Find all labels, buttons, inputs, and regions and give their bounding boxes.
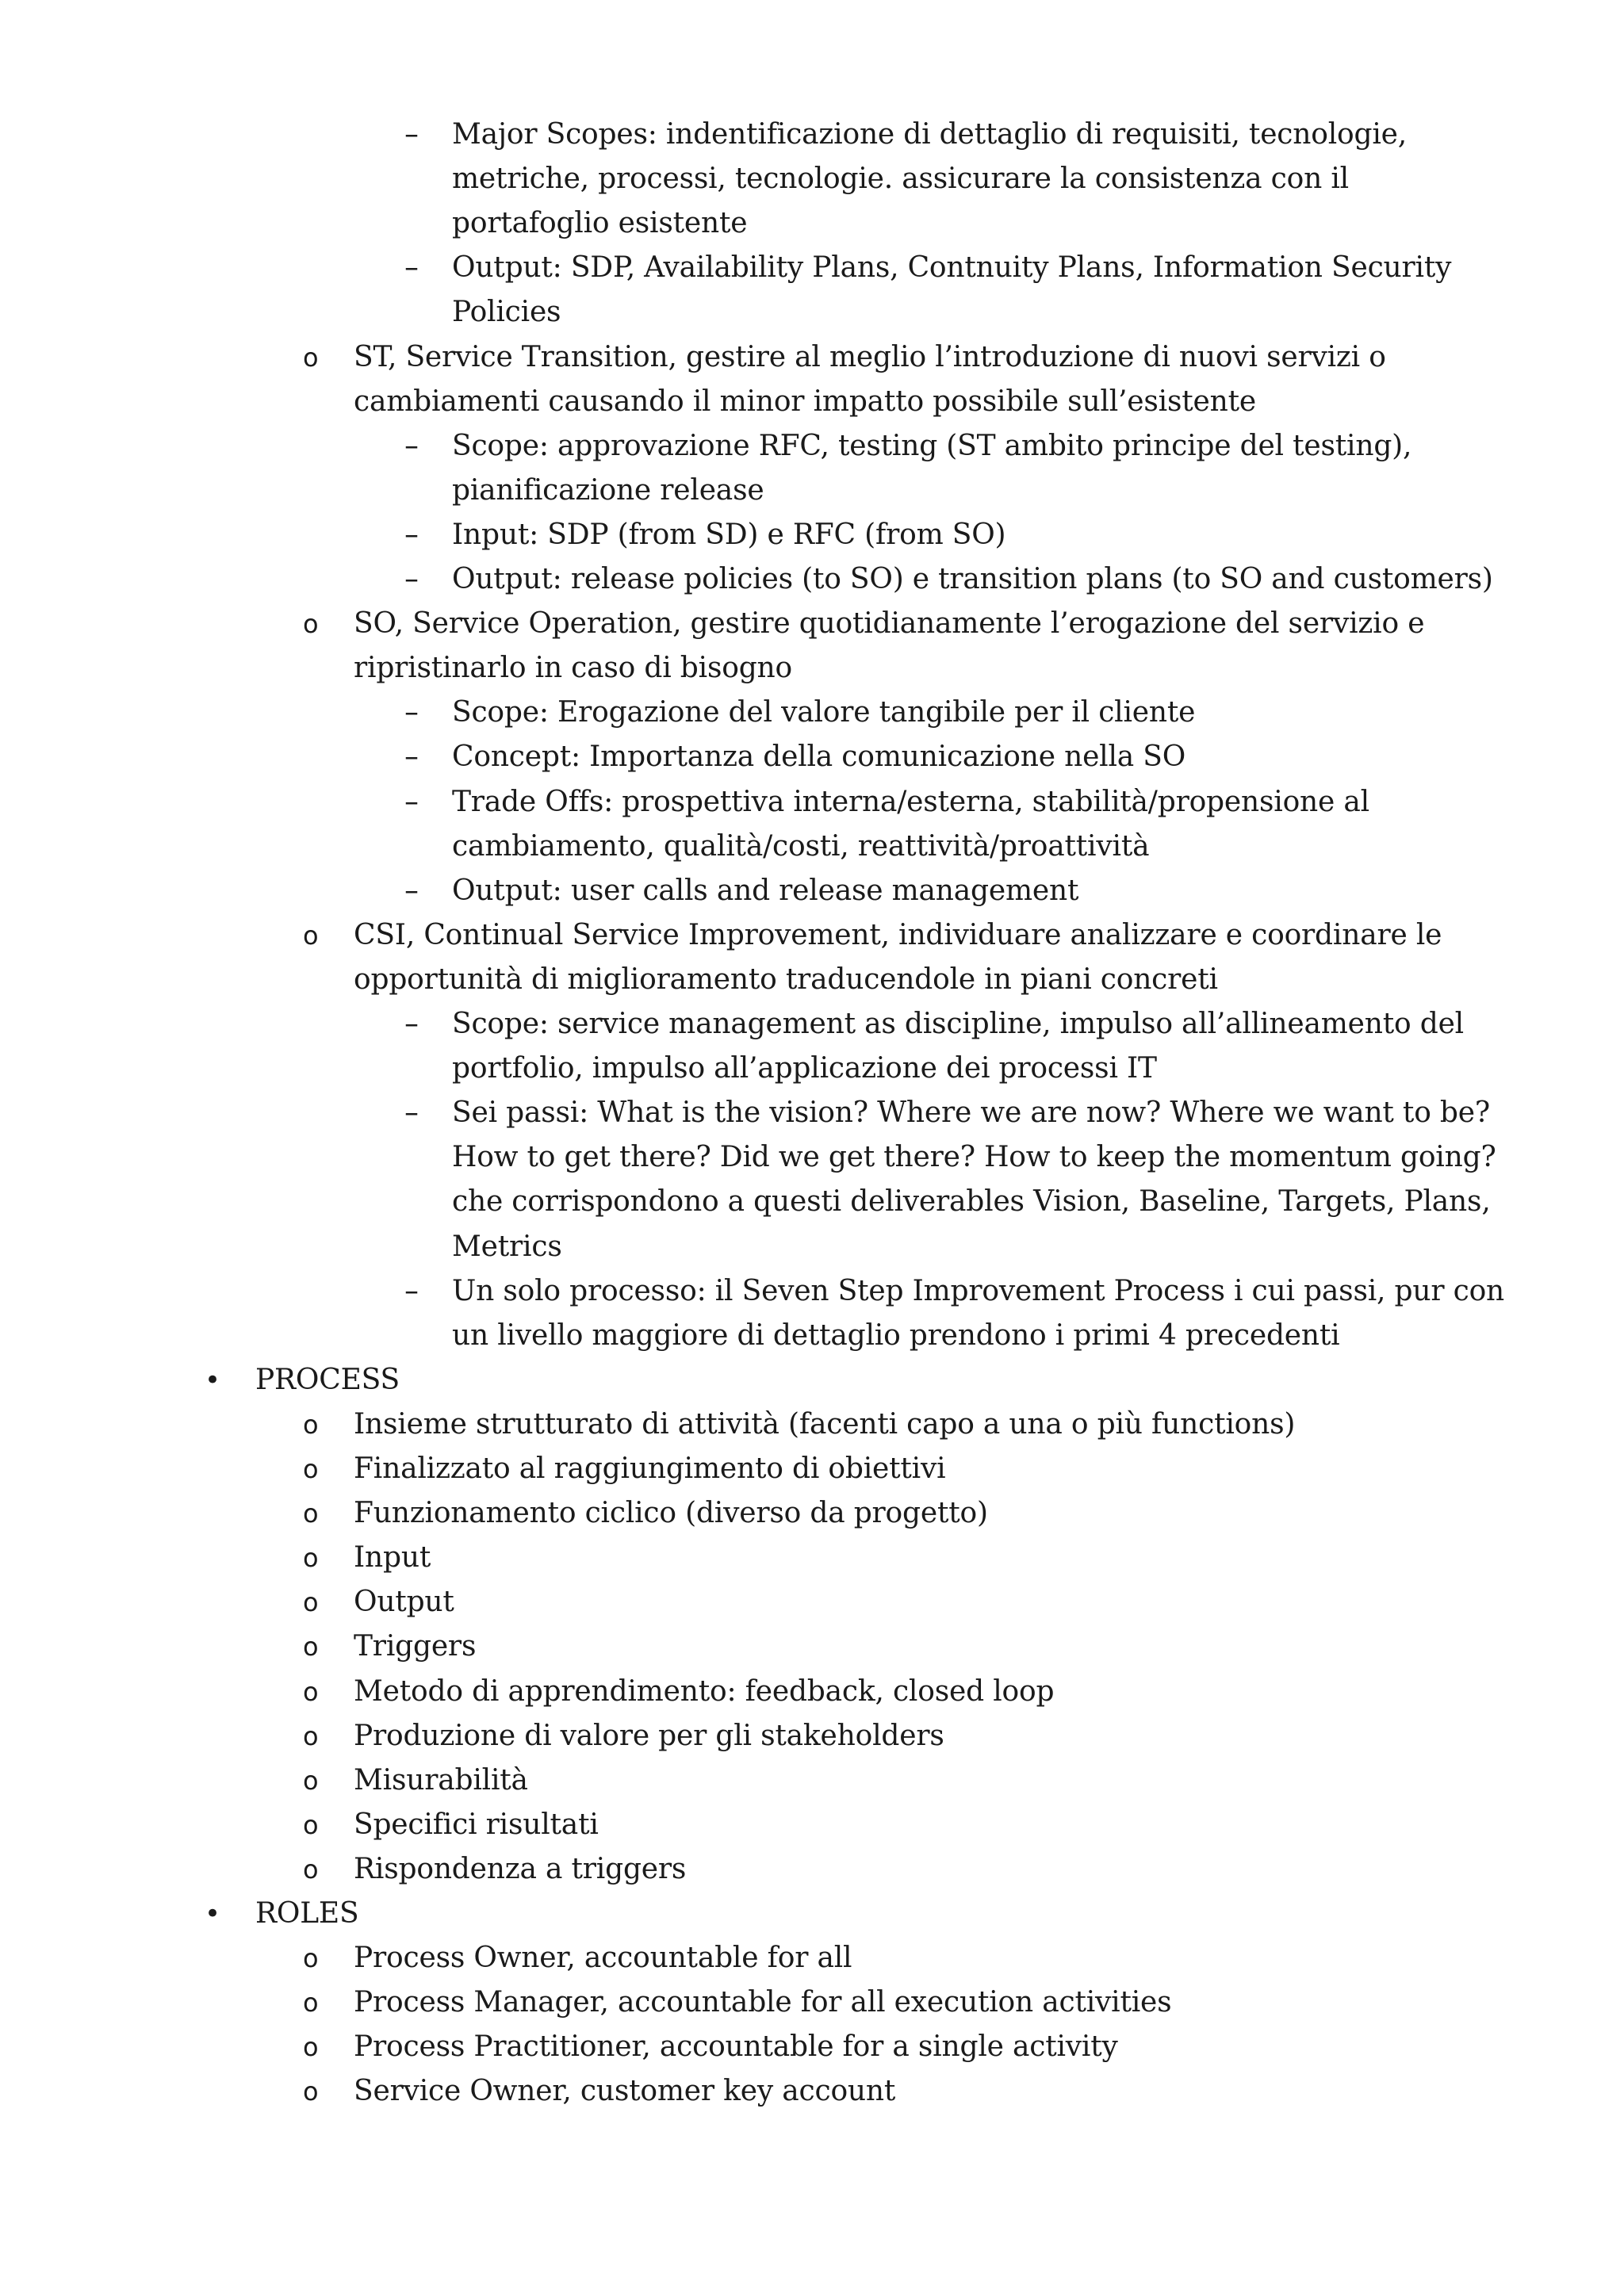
list-item-text: Process Manager, accountable for all execution activities (354, 1986, 1172, 2019)
list-item-continuation: opportunità di miglioramento traducendole in piani concreti (354, 963, 1218, 996)
sub-bullet-marker: o (303, 609, 319, 639)
sub-bullet-marker: o (303, 2076, 319, 2107)
sub-bullet-marker: o (303, 1766, 319, 1796)
list-item-continuation: un livello maggiore di dettaglio prendono i primi 4 precedenti (452, 1319, 1340, 1352)
sub-bullet-marker: o (303, 1454, 319, 1484)
list-item-text: Scope: approvazione RFC, testing (ST ambito principe del testing), (452, 430, 1412, 462)
list-item-text: Insieme strutturato di attività (facenti capo a una o più functions) (354, 1408, 1296, 1441)
list-item-text: Output: SDP, Availability Plans, Contnuity Plans, Information Security (452, 251, 1452, 284)
list-item-text: Specifici risultati (354, 1808, 599, 1841)
dash-marker: – (404, 430, 419, 462)
list-item-continuation: cambiamenti causando il minor impatto possibile sull’esistente (354, 385, 1257, 418)
list-item-text: Output (354, 1586, 454, 1618)
sub-bullet-marker: o (303, 1721, 319, 1751)
sub-bullet-marker: o (303, 1943, 319, 1973)
list-item-text: Metodo di apprendimento: feedback, closed loop (354, 1675, 1055, 1708)
list-item-text: Output: release policies (to SO) e transition plans (to SO and customers) (452, 563, 1493, 595)
list-item-text: Process Owner, accountable for all (354, 1942, 852, 1974)
list-item-continuation: cambiamento, qualità/costi, reattività/proattività (452, 830, 1150, 863)
list-item-text: Service Owner, customer key account (354, 2075, 896, 2107)
sub-bullet-marker: o (303, 1988, 319, 2018)
sub-bullet-marker: o (303, 342, 319, 373)
dash-marker: – (404, 740, 419, 773)
dash-marker: – (404, 1096, 419, 1129)
bullet-marker: • (205, 1364, 221, 1396)
sub-bullet-marker: o (303, 1587, 319, 1617)
list-item-text: Produzione di valore per gli stakeholders (354, 1720, 944, 1752)
dash-marker: – (404, 874, 419, 907)
list-item-continuation: Metrics (452, 1230, 562, 1263)
list-item-text: Finalizzato al raggiungimento di obiettivi (354, 1452, 946, 1485)
dash-marker: – (404, 1008, 419, 1040)
list-item-text: Triggers (354, 1630, 477, 1663)
list-item-continuation: pianificazione release (452, 474, 764, 507)
list-item-text: Output: user calls and release management (452, 874, 1079, 907)
dash-marker: – (404, 251, 419, 284)
sub-bullet-marker: o (303, 1498, 319, 1529)
sub-bullet-marker: o (303, 2032, 319, 2062)
list-item-text: Scope: Erogazione del valore tangibile per il cliente (452, 696, 1196, 729)
list-item-text: Funzionamento ciclico (diverso da progetto) (354, 1497, 988, 1529)
list-item-continuation: che corrispondono a questi deliverables Vision, Baseline, Targets, Plans, (452, 1185, 1491, 1218)
dash-marker: – (404, 1275, 419, 1307)
list-item-continuation: ripristinarlo in caso di bisogno (354, 652, 793, 684)
list-item-text: Process Practitioner, accountable for a single activity (354, 2030, 1118, 2063)
sub-bullet-marker: o (303, 1677, 319, 1707)
list-item-text: Sei passi: What is the vision? Where we are now? Where we want to be? (452, 1096, 1490, 1129)
list-item-text: Concept: Importanza della comunicazione nella SO (452, 740, 1186, 773)
list-item-text: Input (354, 1541, 431, 1574)
dash-marker: – (404, 118, 419, 151)
dash-marker: – (404, 563, 419, 595)
list-item-text: Scope: service management as discipline, impulso all’allineamento del (452, 1008, 1464, 1040)
sub-bullet-marker: o (303, 1854, 319, 1885)
list-item-continuation: metriche, processi, tecnologie. assicurare la consistenza con il (452, 163, 1349, 195)
dash-marker: – (404, 696, 419, 729)
dash-marker: – (404, 786, 419, 818)
list-item-text: ST, Service Transition, gestire al meglio l’introduzione di nuovi servizi o (354, 341, 1386, 373)
sub-bullet-marker: o (303, 1632, 319, 1662)
list-item-text: ROLES (255, 1897, 359, 1930)
sub-bullet-marker: o (303, 1410, 319, 1440)
list-item-continuation: portafoglio esistente (452, 207, 748, 239)
dash-marker: – (404, 519, 419, 551)
sub-bullet-marker: o (303, 1543, 319, 1573)
list-item-text: PROCESS (255, 1364, 400, 1396)
sub-bullet-marker: o (303, 1810, 319, 1840)
list-item-text: Misurabilità (354, 1764, 528, 1797)
list-item-continuation: portfolio, impulso all’applicazione dei processi IT (452, 1052, 1157, 1085)
list-item-text: Major Scopes: indentificazione di dettaglio di requisiti, tecnologie, (452, 118, 1408, 151)
list-item-text: Un solo processo: il Seven Step Improvement Process i cui passi, pur con (452, 1275, 1505, 1307)
sub-bullet-marker: o (303, 920, 319, 951)
list-item-text: Rispondenza a triggers (354, 1853, 687, 1885)
list-item-continuation: How to get there? Did we get there? How to keep the momentum going? (452, 1141, 1496, 1173)
list-item-text: CSI, Continual Service Improvement, individuare analizzare e coordinare le (354, 919, 1442, 951)
list-item-continuation: Policies (452, 296, 561, 328)
bullet-marker: • (205, 1898, 221, 1930)
list-item-text: SO, Service Operation, gestire quotidianamente l’erogazione del servizio e (354, 607, 1425, 640)
list-item-text: Input: SDP (from SD) e RFC (from SO) (452, 519, 1006, 551)
list-item-text: Trade Offs: prospettiva interna/esterna, stabilità/propensione al (452, 786, 1369, 818)
